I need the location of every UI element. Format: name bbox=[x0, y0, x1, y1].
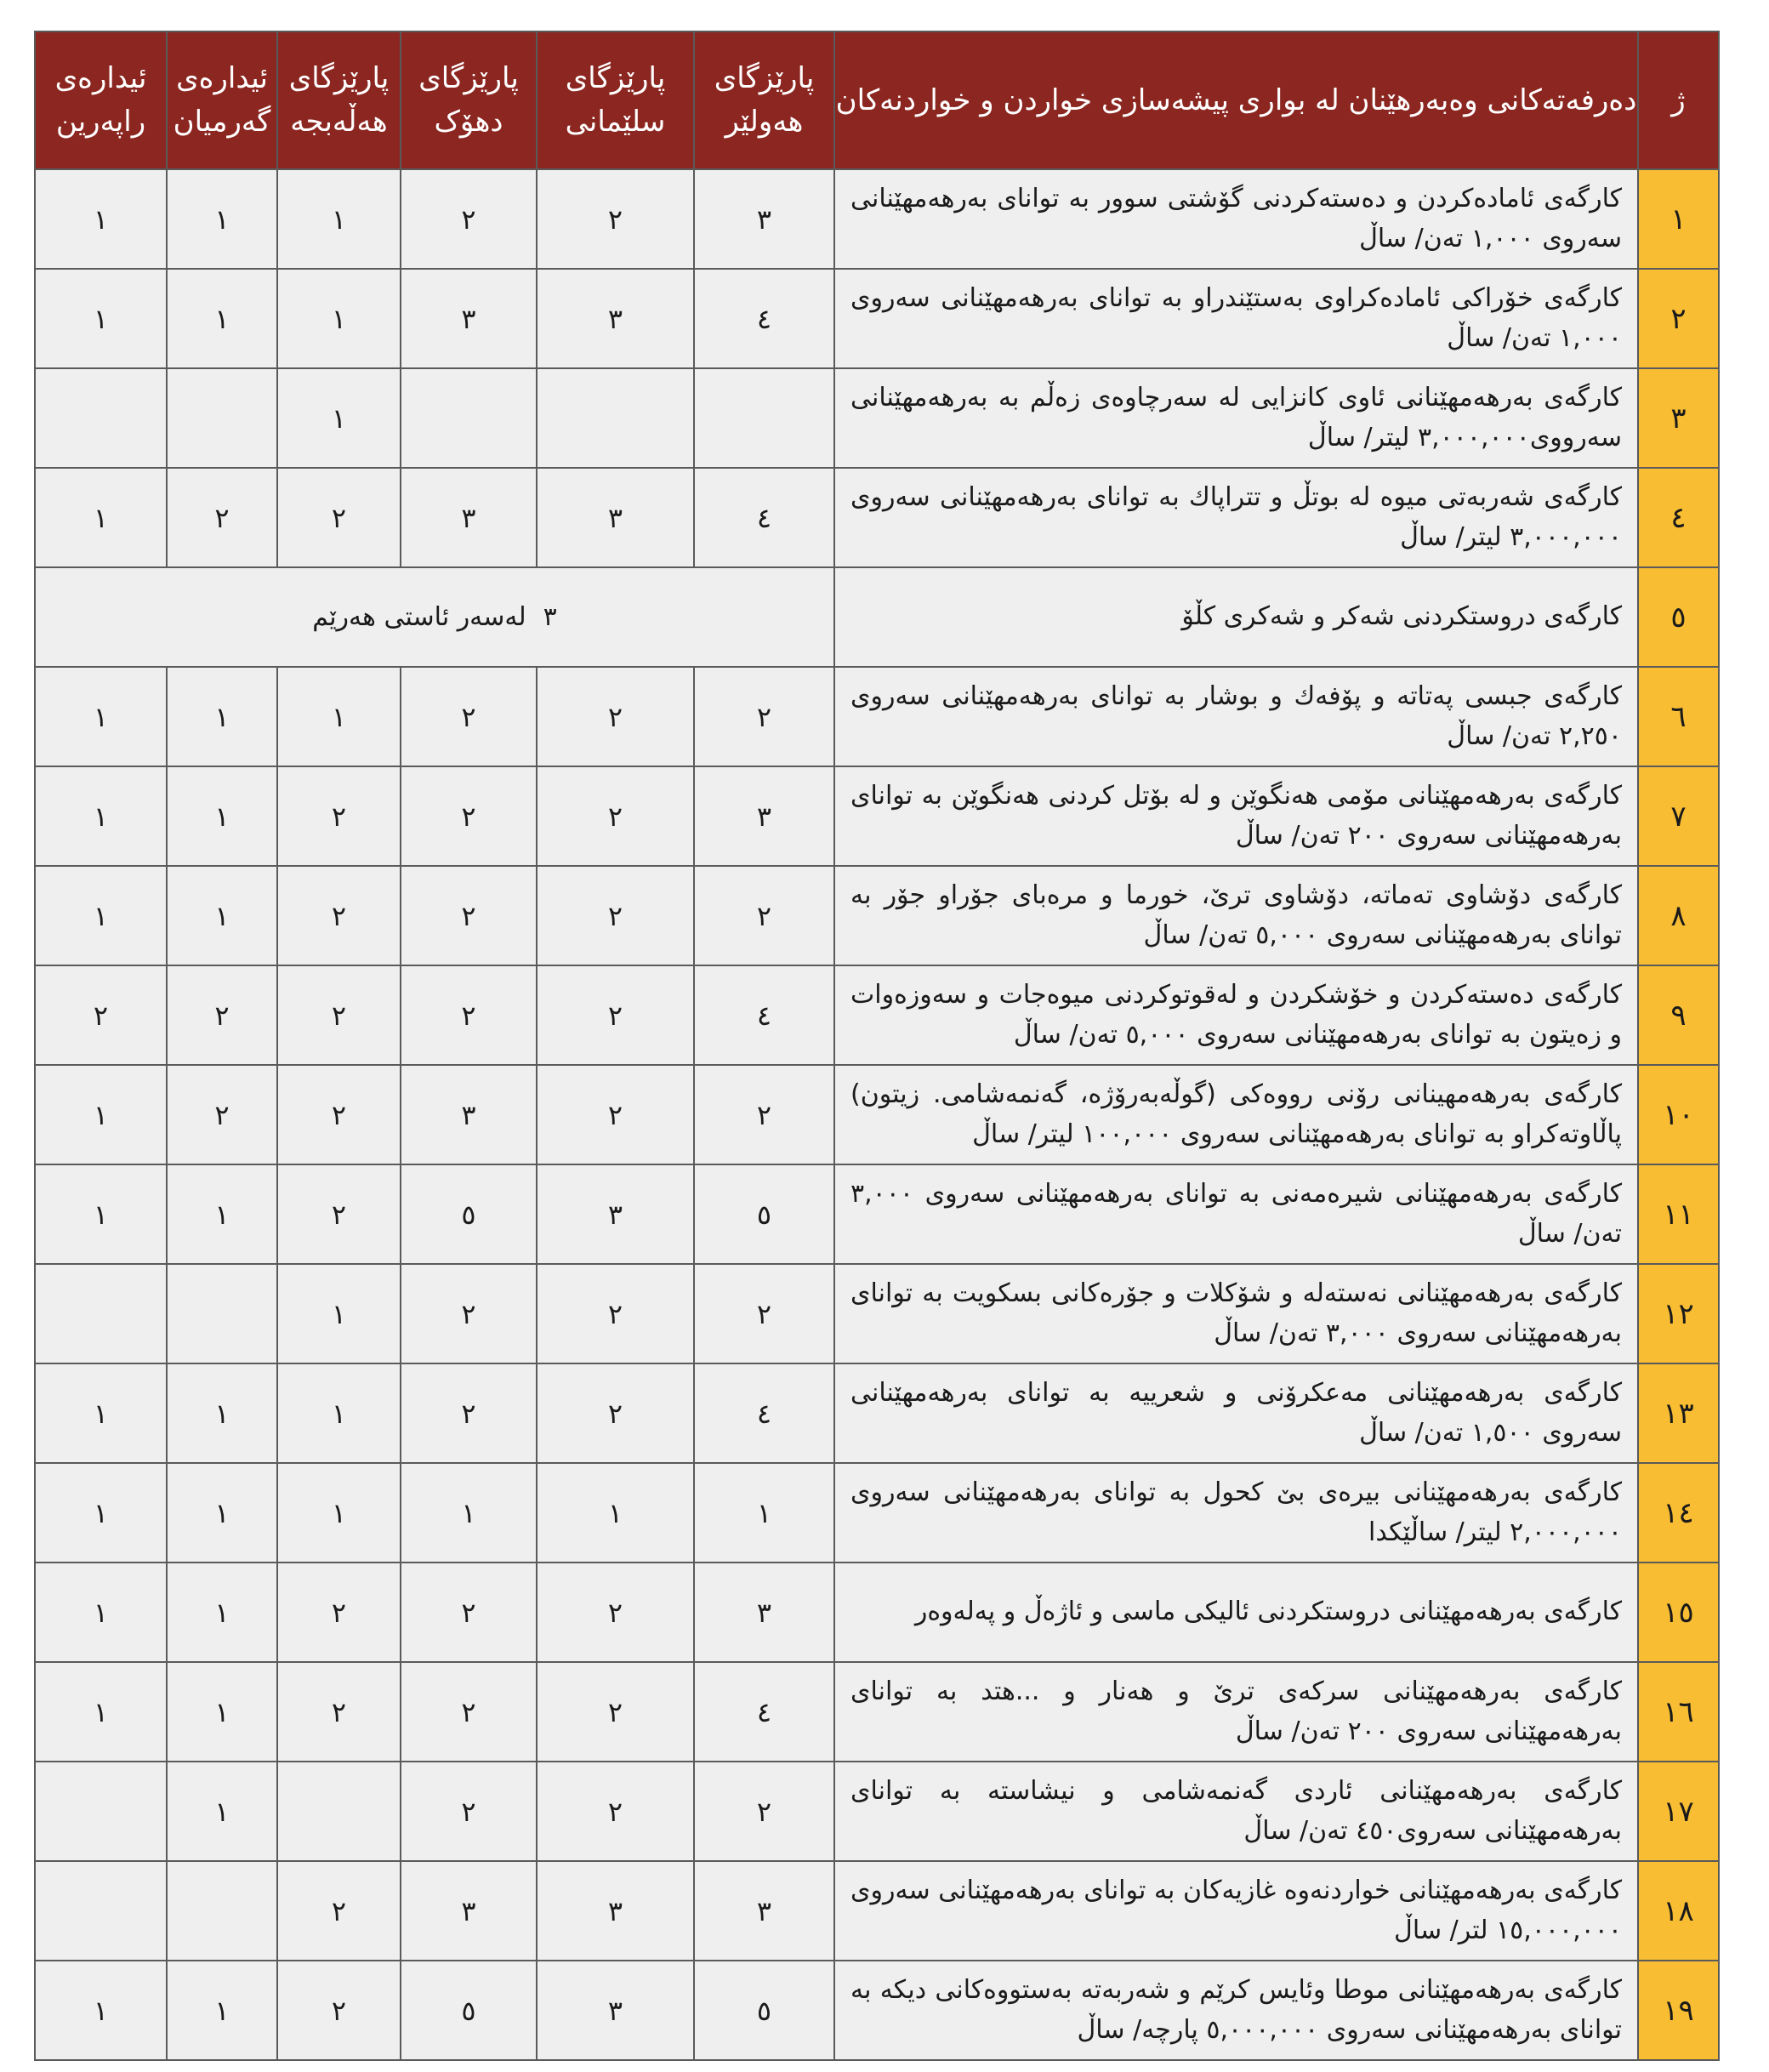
table-row bbox=[35, 866, 1719, 965]
row-value-cell: ٢ bbox=[277, 1961, 401, 2060]
row-value-cell: ٢ bbox=[401, 1762, 537, 1861]
row-value-cell: ١ bbox=[35, 1363, 167, 1463]
row-value-cell: ٢ bbox=[537, 169, 694, 269]
table-header-row bbox=[35, 31, 1719, 169]
row-description: کارگەی بەرهەمهێنانی شیرەمەنی بە توانای بەرهەمهێنانی سەروی ٣,٠٠٠ تەن/ ساڵ bbox=[834, 1164, 1638, 1264]
row-value-cell: ٣ bbox=[537, 1164, 694, 1264]
row-value-cell: ٣ bbox=[401, 269, 537, 368]
row-description: کارگەی بەرهەمهێنانی سرکەی ترێ و هەنار و ...هتد بە توانای بەرهەمهێنانی سەروی ٢٠٠ تەن/ ساڵ bbox=[834, 1662, 1638, 1762]
table-row bbox=[35, 468, 1719, 567]
row-value-cell bbox=[167, 1264, 277, 1363]
row-value-cell: ١ bbox=[277, 1363, 401, 1463]
row-value-cell bbox=[694, 368, 834, 468]
row-value-cell bbox=[35, 1861, 167, 1961]
row-value-cell: ٣ bbox=[401, 1861, 537, 1961]
row-value-cell bbox=[35, 1264, 167, 1363]
row-value-cell: ٢ bbox=[277, 866, 401, 965]
row-value-cell: ٢ bbox=[537, 1363, 694, 1463]
region-wide-label: لەسەر ئاستی هەرێم bbox=[312, 602, 526, 632]
row-value-cell: ١ bbox=[167, 1762, 277, 1861]
row-value-cell: ٢ bbox=[401, 1662, 537, 1762]
row-value-cell: ٢ bbox=[401, 667, 537, 766]
row-value-cell: ٢ bbox=[401, 766, 537, 866]
row-value-cell: ٢ bbox=[277, 1861, 401, 1961]
row-value-cell: ٢ bbox=[537, 1563, 694, 1662]
row-value-cell: ٢ bbox=[694, 1264, 834, 1363]
table-row bbox=[35, 667, 1719, 766]
table-row bbox=[35, 169, 1719, 269]
row-value-cell: ٢ bbox=[401, 965, 537, 1065]
row-description: کارگەی بەرهەمهێنانی مەعکرۆنی و شعرییە بە توانای بەرهەمهێنانی سەروی ١,٥٠٠ تەن/ ساڵ bbox=[834, 1363, 1638, 1463]
row-value-cell: ١ bbox=[277, 667, 401, 766]
row-value-cell: ٢ bbox=[537, 1762, 694, 1861]
row-number: ٣ bbox=[1638, 368, 1719, 468]
row-value-cell: ١ bbox=[167, 1363, 277, 1463]
header-sulaimani: پارێزگای سلێمانی bbox=[537, 31, 694, 169]
row-value-cell: ١ bbox=[35, 169, 167, 269]
row-value-cell: ١ bbox=[401, 1463, 537, 1563]
row-value-cell: ١ bbox=[167, 1463, 277, 1563]
row-value-cell: ٢ bbox=[35, 965, 167, 1065]
table-row bbox=[35, 1065, 1719, 1164]
row-value-cell: ٢ bbox=[694, 1762, 834, 1861]
row-value-cell: ١ bbox=[167, 169, 277, 269]
row-value-cell bbox=[167, 1861, 277, 1961]
row-value-cell: ٥ bbox=[694, 1961, 834, 2060]
row-number: ٦ bbox=[1638, 667, 1719, 766]
row-value-cell: ٢ bbox=[167, 965, 277, 1065]
region-wide-cell bbox=[35, 567, 834, 667]
row-number: ١ bbox=[1638, 169, 1719, 269]
row-number: ١٨ bbox=[1638, 1861, 1719, 1961]
row-value-cell: ٢ bbox=[277, 1164, 401, 1264]
row-number: ١٠ bbox=[1638, 1065, 1719, 1164]
row-number: ١٣ bbox=[1638, 1363, 1719, 1463]
row-value-cell: ٢ bbox=[401, 1563, 537, 1662]
row-value-cell: ٥ bbox=[401, 1164, 537, 1264]
row-number: ٢ bbox=[1638, 269, 1719, 368]
row-number: ١٢ bbox=[1638, 1264, 1719, 1363]
row-description: کارگەی بەرهەمهینانی رۆنی رووەکی (گوڵەبەرۆژە، گەنمەشامی. زیتون) پاڵاوتەکراو بە توانای بەرهەمهێنانی سەروی ١٠٠,٠٠٠ لیتر/ ساڵ bbox=[834, 1065, 1638, 1164]
header-title: دەرفەتەکانی وەبەرهێنان لە بواری پیشەسازی خواردن و خواردنەکان bbox=[834, 31, 1638, 169]
row-value-cell: ١ bbox=[35, 667, 167, 766]
row-value-cell: ٢ bbox=[537, 965, 694, 1065]
row-number: ١٦ bbox=[1638, 1662, 1719, 1762]
row-value-cell: ١ bbox=[277, 169, 401, 269]
row-value-cell: ٢ bbox=[277, 1065, 401, 1164]
row-value-cell: ٣ bbox=[537, 1861, 694, 1961]
row-value-cell bbox=[167, 368, 277, 468]
row-value-cell: ٢ bbox=[694, 866, 834, 965]
row-description: کارگەی دۆشاوی تەماتە، دۆشاوی ترێ، خورما و مرەبای جۆراو جۆر بە توانای بەرهەمهێنانی سەروی ٥,٠٠٠ تەن/ ساڵ bbox=[834, 866, 1638, 965]
row-description: کارگەی جبسی پەتاتە و پۆفەك و بوشار بە توانای بەرهەمهێنانی سەروی ٢,٢٥٠ تەن/ ساڵ bbox=[834, 667, 1638, 766]
row-value-cell: ٢ bbox=[537, 1065, 694, 1164]
row-number: ٩ bbox=[1638, 965, 1719, 1065]
table-row bbox=[35, 1363, 1719, 1463]
row-number: ٧ bbox=[1638, 766, 1719, 866]
row-value-cell: ٢ bbox=[277, 468, 401, 567]
row-description: کارگەی بەرهەمهێنانی ئاوی کانزایی لە سەرچاوەی زەڵم بە بەرهەمهێنانی سەرووی٣,٠٠٠,٠٠٠ لیتر/ ساڵ bbox=[834, 368, 1638, 468]
row-value-cell: ٤ bbox=[694, 1363, 834, 1463]
row-description: کارگەی دەستەکردن و خۆشکردن و لەقوتوکردنی میوەجات و سەوزەوات و زەیتون بە توانای بەرهەمهێنانی سەروی ٥,٠٠٠ تەن/ ساڵ bbox=[834, 965, 1638, 1065]
row-value-cell: ١ bbox=[35, 1065, 167, 1164]
header-number: ژ bbox=[1638, 31, 1719, 169]
row-number: ١١ bbox=[1638, 1164, 1719, 1264]
row-number: ١٤ bbox=[1638, 1463, 1719, 1563]
row-value-cell: ٤ bbox=[694, 468, 834, 567]
row-number: ٥ bbox=[1638, 567, 1719, 667]
row-value-cell: ٤ bbox=[694, 269, 834, 368]
row-value-cell: ١ bbox=[167, 866, 277, 965]
header-raparin: ئیدارەی راپەرین bbox=[35, 31, 167, 169]
header-halabja: پارێزگای هەڵەبجە bbox=[277, 31, 401, 169]
row-description: کارگەی بەرهەمهێنانی بیرەی بێ کحول بە توانای بەرهەمهێنانی سەروی ٢,٠٠٠,٠٠٠ لیتر/ ساڵێکدا bbox=[834, 1463, 1638, 1563]
row-description: کارگەی شەربەتی میوە لە بوتڵ و تتراپاك بە توانای بەرهەمهێنانی سەروی ٣,٠٠٠,٠٠٠ لیتر/ ساڵ bbox=[834, 468, 1638, 567]
row-value-cell: ٣ bbox=[694, 169, 834, 269]
row-value-cell: ٢ bbox=[537, 766, 694, 866]
row-value-cell: ٣ bbox=[401, 1065, 537, 1164]
row-description: کارگەی خۆراکی ئامادەکراوی بەستێندراو بە توانای بەرهەمهێنانی سەروی ١,٠٠٠ تەن/ ساڵ bbox=[834, 269, 1638, 368]
row-value-cell bbox=[277, 1762, 401, 1861]
row-value-cell: ١ bbox=[167, 766, 277, 866]
row-value-cell: ٢ bbox=[167, 468, 277, 567]
row-value-cell: ٤ bbox=[694, 965, 834, 1065]
row-value-cell: ١ bbox=[537, 1463, 694, 1563]
row-value-cell: ١ bbox=[35, 269, 167, 368]
row-value-cell: ٢ bbox=[537, 1264, 694, 1363]
row-value-cell: ١ bbox=[167, 269, 277, 368]
row-value-cell: ٢ bbox=[694, 667, 834, 766]
row-value-cell: ٣ bbox=[401, 468, 537, 567]
row-value-cell: ٣ bbox=[694, 766, 834, 866]
table-row bbox=[35, 1662, 1719, 1762]
row-value-cell: ٢ bbox=[401, 1264, 537, 1363]
row-description: کارگەی بەرهەمهێنانی مۆمی هەنگوێن و لە بۆتل کردنی هەنگوێن بە توانای بەرهەمهێنانی سەروی ٢٠٠ تەن/ ساڵ bbox=[834, 766, 1638, 866]
row-description: کارگەی بەرهەمهێنانی موطا وئایس کرێم و شەربەتە بەستووەکانی دیکە بە توانای بەرهەمهێنانی سەروی ٥,٠٠٠,٠٠٠ پارچە/ ساڵ bbox=[834, 1961, 1638, 2060]
row-number: ١٥ bbox=[1638, 1563, 1719, 1662]
row-value-cell: ١ bbox=[35, 766, 167, 866]
table-row bbox=[35, 368, 1719, 468]
row-value-cell: ١ bbox=[167, 1563, 277, 1662]
row-value-cell: ١ bbox=[35, 1662, 167, 1762]
row-description: کارگەی ئامادەکردن و دەستەکردنی گۆشتی سوور بە توانای بەرهەمهێنانی سەروی ١,٠٠٠ تەن/ ساڵ bbox=[834, 169, 1638, 269]
row-value-cell bbox=[401, 368, 537, 468]
row-value-cell: ١ bbox=[277, 269, 401, 368]
row-number: ١٧ bbox=[1638, 1762, 1719, 1861]
table-row bbox=[35, 1563, 1719, 1662]
row-value-cell bbox=[537, 368, 694, 468]
row-number: ١٩ bbox=[1638, 1961, 1719, 2060]
row-number: ٤ bbox=[1638, 468, 1719, 567]
row-value-cell: ١ bbox=[35, 1463, 167, 1563]
table-row bbox=[35, 1164, 1719, 1264]
row-value-cell: ١ bbox=[167, 1662, 277, 1762]
region-wide-value: ٣ bbox=[543, 602, 557, 632]
table-body bbox=[35, 169, 1719, 2060]
table-row bbox=[35, 965, 1719, 1065]
row-description: کارگەی بەرهەمهێنانی نەستەلە و شۆکلات و جۆرەکانی بسکویت بە توانای بەرهەمهێنانی سەروی ٣,٠٠٠ تەن/ ساڵ bbox=[834, 1264, 1638, 1363]
row-value-cell: ٣ bbox=[537, 269, 694, 368]
row-value-cell: ٣ bbox=[694, 1563, 834, 1662]
header-garmiyan: ئیدارەی گەرمیان bbox=[167, 31, 277, 169]
row-value-cell: ٢ bbox=[277, 1563, 401, 1662]
header-erbil: پارێزگای هەولێر bbox=[694, 31, 834, 169]
header-duhok: پارێزگای دهۆک bbox=[401, 31, 537, 169]
table-row bbox=[35, 567, 1719, 667]
table-row bbox=[35, 269, 1719, 368]
row-value-cell: ٣ bbox=[537, 1961, 694, 2060]
row-value-cell: ٢ bbox=[167, 1065, 277, 1164]
row-value-cell: ٢ bbox=[694, 1065, 834, 1164]
row-value-cell bbox=[35, 1762, 167, 1861]
table-row bbox=[35, 1861, 1719, 1961]
table-row bbox=[35, 1762, 1719, 1861]
row-value-cell: ١ bbox=[35, 866, 167, 965]
row-value-cell: ٢ bbox=[401, 866, 537, 965]
row-value-cell: ٢ bbox=[277, 965, 401, 1065]
row-number: ٨ bbox=[1638, 866, 1719, 965]
row-value-cell: ١ bbox=[167, 667, 277, 766]
row-value-cell bbox=[35, 368, 167, 468]
row-value-cell: ٤ bbox=[694, 1662, 834, 1762]
row-value-cell: ٢ bbox=[537, 1662, 694, 1762]
row-value-cell: ١ bbox=[167, 1164, 277, 1264]
row-description: کارگەی بەرهەمهێنانی ئاردی گەنمەشامی و نیشاستە بە توانای بەرهەمهێنانی سەروی٤٥٠ تەن/ ساڵ bbox=[834, 1762, 1638, 1861]
row-description: کارگەی بەرهەمهێنانی خواردنەوە غازیەکان بە توانای بەرهەمهێنانی سەروی ١٥,٠٠٠,٠٠٠ لتر/ ساڵ bbox=[834, 1861, 1638, 1961]
row-value-cell: ٢ bbox=[537, 866, 694, 965]
row-value-cell: ١ bbox=[694, 1463, 834, 1563]
row-value-cell: ١ bbox=[35, 468, 167, 567]
row-value-cell: ٣ bbox=[694, 1861, 834, 1961]
table-row bbox=[35, 1264, 1719, 1363]
row-value-cell: ١ bbox=[35, 1563, 167, 1662]
table-row bbox=[35, 1463, 1719, 1563]
row-value-cell: ١ bbox=[167, 1961, 277, 2060]
table-row bbox=[35, 766, 1719, 866]
row-value-cell: ١ bbox=[35, 1961, 167, 2060]
row-value-cell: ٢ bbox=[537, 667, 694, 766]
row-value-cell: ٢ bbox=[277, 766, 401, 866]
investment-opportunities-table bbox=[34, 31, 1720, 2061]
row-value-cell: ١ bbox=[277, 1463, 401, 1563]
row-description: کارگەی بەرهەمهێنانی دروستکردنی ئالیکی ماسی و ئاژەڵ و پەلەوەر bbox=[834, 1563, 1638, 1662]
table-row bbox=[35, 1961, 1719, 2060]
row-description: کارگەی دروستکردنی شەکر و شەکری کڵۆ bbox=[834, 567, 1638, 667]
row-value-cell: ١ bbox=[277, 368, 401, 468]
row-value-cell: ٣ bbox=[537, 468, 694, 567]
row-value-cell: ٢ bbox=[401, 169, 537, 269]
row-value-cell: ٥ bbox=[694, 1164, 834, 1264]
row-value-cell: ٢ bbox=[401, 1363, 537, 1463]
row-value-cell: ١ bbox=[35, 1164, 167, 1264]
row-value-cell: ١ bbox=[277, 1264, 401, 1363]
row-value-cell: ٢ bbox=[277, 1662, 401, 1762]
row-value-cell: ٥ bbox=[401, 1961, 537, 2060]
